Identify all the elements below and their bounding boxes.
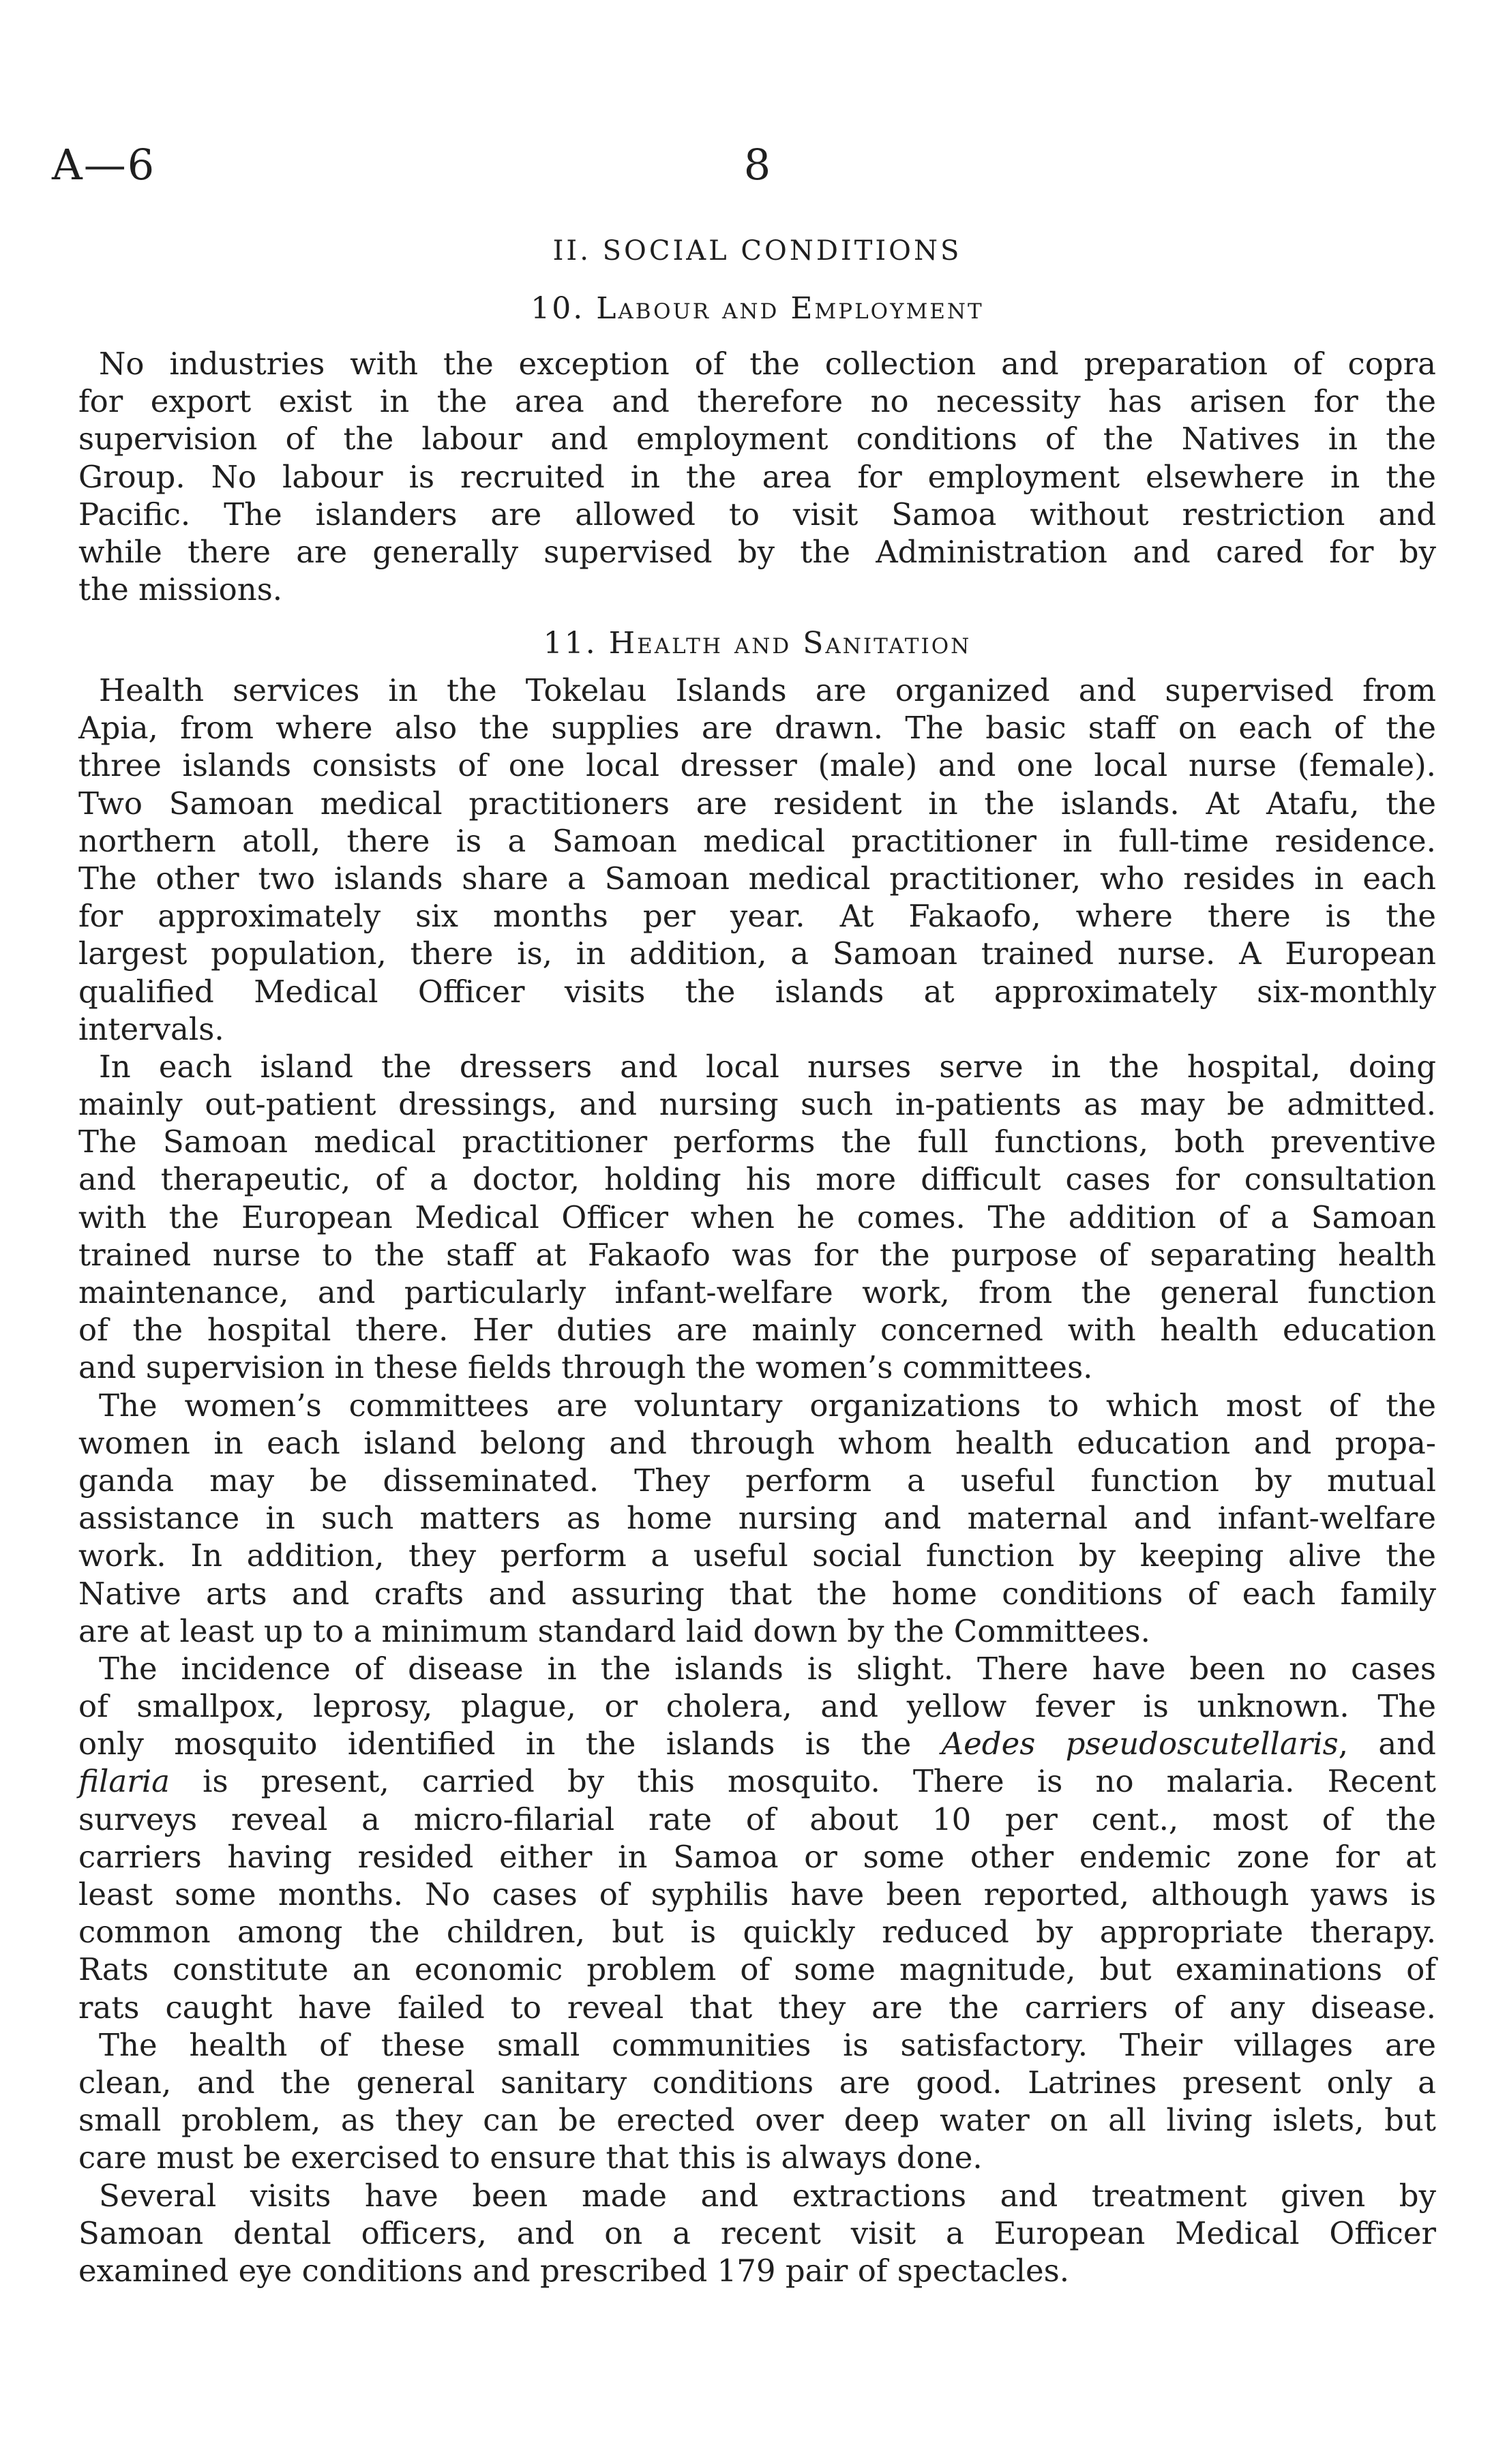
text-line: Apia, from where also the supplies are drawn. The basic staff on each of the xyxy=(78,710,1436,747)
text-line: maintenance, and particularly infant-welfare work, from the general function xyxy=(78,1274,1436,1310)
text-line: with the European Medical Officer when he comes. The addition of a Samoan xyxy=(78,1199,1436,1235)
paragraph xyxy=(78,2177,1436,2290)
text-line xyxy=(78,1725,1436,1762)
text-line: for export exist in the area and therefore no necessity has arisen for the xyxy=(78,383,1436,420)
paragraph xyxy=(78,1387,1436,1650)
text-line xyxy=(78,1762,1436,1800)
text-segment: is present, carried by this mosquito. There is no malaria. Recent xyxy=(169,1763,1436,1800)
text-segment: only mosquito identified in the islands is the xyxy=(78,1726,942,1762)
section-body-health-sanitation xyxy=(78,672,1436,2289)
page-number: 8 xyxy=(743,140,771,190)
text-line: Group. No labour is recruited in the area for employment elsewhere in the xyxy=(78,458,1436,495)
paragraph xyxy=(78,672,1436,1048)
text-line: surveys reveal a micro-filarial rate of about 10 per cent., most of the xyxy=(78,1801,1436,1837)
text-line: intervals. xyxy=(78,1010,224,1047)
text-line: while there are generally supervised by the Administration and cared for by xyxy=(78,533,1436,570)
text-line: In each island the dressers and local nurses serve in the hospital, doing xyxy=(99,1048,1436,1085)
text-line: No industries with the exception of the collection and preparation of copra xyxy=(99,346,1436,382)
text-line: The health of these small communities is satisfactory. Their villages are xyxy=(99,2026,1436,2063)
text-line: least some months. No cases of syphilis have been reported, although yaws is xyxy=(78,1876,1436,1912)
italic-term: Aedes pseudoscutellaris xyxy=(941,1726,1339,1762)
section-body-labour-employment xyxy=(78,345,1436,608)
text-line: The other two islands share a Samoan medical practitioner, who resides in each xyxy=(78,860,1436,897)
text-line: Native arts and crafts and assuring that the home conditions of each family xyxy=(78,1575,1436,1612)
text-line: Two Samoan medical practitioners are resident in the islands. At Atafu, the xyxy=(78,785,1436,822)
paragraph xyxy=(78,1650,1436,2026)
text-line: and therapeutic, of a doctor, holding his more difficult cases for consultation xyxy=(78,1161,1436,1198)
text-line: of the hospital there. Her duties are mainly concerned with health education xyxy=(78,1312,1436,1349)
section-heading-labour-employment: 10. Labour and Employment xyxy=(531,291,984,326)
italic-term: filaria xyxy=(78,1763,170,1800)
text-line: and supervision in these fields through the women’s committees. xyxy=(78,1349,1093,1386)
text-line: largest population, there is, in addition, a Samoan trained nurse. A European xyxy=(78,935,1436,972)
text-line: three islands consists of one local dresser (male) and one local nurse (female). xyxy=(78,747,1436,784)
text-segment: , and xyxy=(1338,1726,1436,1762)
text-line: Samoan dental officers, and on a recent visit a European Medical Officer xyxy=(78,2214,1436,2251)
text-line: northern atoll, there is a Samoan medical practitioner in full-time residence. xyxy=(78,822,1436,859)
text-line: rats caught have failed to reveal that they are the carriers of any disease. xyxy=(78,1989,1436,2026)
text-line: mainly out-patient dressings, and nursing such in-patients as may be admitted. xyxy=(78,1086,1436,1123)
running-head: A—6 xyxy=(52,140,156,190)
text-line: assistance in such matters as home nursing and maternal and infant-welfare xyxy=(78,1500,1436,1537)
text-line: The women’s committees are voluntary organizations to which most of the xyxy=(99,1387,1436,1424)
text-line: clean, and the general sanitary conditions are good. Latrines present only a xyxy=(78,2064,1436,2101)
text-line: the missions. xyxy=(78,571,283,608)
text-line: Several visits have been made and extractions and treatment given by xyxy=(99,2177,1436,2214)
text-line: women in each island belong and through whom health education and propa- xyxy=(78,1424,1436,1461)
text-line: Pacific. The islanders are allowed to visit Samoa without restriction and xyxy=(78,496,1436,532)
text-line: supervision of the labour and employment conditions of the Natives in the xyxy=(78,421,1436,457)
text-line: care must be exercised to ensure that this is always done. xyxy=(78,2139,983,2176)
text-line: work. In addition, they perform a useful social function by keeping alive the xyxy=(78,1537,1436,1574)
text-line: The Samoan medical practitioner performs the full functions, both preventive xyxy=(78,1124,1436,1160)
text-line: common among the children, but is quickly reduced by appropriate therapy. xyxy=(78,1914,1436,1951)
paragraph xyxy=(78,1048,1436,1387)
text-line: small problem, as they can be erected over deep water on all living islets, but xyxy=(78,2102,1436,2139)
paragraph xyxy=(78,2026,1436,2177)
text-line: Health services in the Tokelau Islands are organized and supervised from xyxy=(99,672,1436,708)
part-title: II. SOCIAL CONDITIONS xyxy=(552,235,962,267)
text-line: The incidence of disease in the islands is slight. There have been no cases xyxy=(99,1650,1436,1687)
section-heading-health-sanitation: 11. Health and Sanitation xyxy=(543,626,972,661)
text-line: of smallpox, leprosy, plague, or cholera, and yellow fever is unknown. The xyxy=(78,1688,1436,1725)
text-line: qualified Medical Officer visits the islands at approximately six-monthly xyxy=(78,973,1436,1010)
text-line: carriers having resided either in Samoa or some other endemic zone for at xyxy=(78,1838,1436,1875)
text-line: examined eye conditions and prescribed 179 pair of spectacles. xyxy=(78,2252,1070,2289)
paragraph xyxy=(78,345,1436,608)
text-line: ganda may be disseminated. They perform a useful function by mutual xyxy=(78,1462,1436,1499)
text-line: for approximately six months per year. At Fakaofo, where there is the xyxy=(78,898,1436,935)
text-line: are at least up to a minimum standard laid down by the Committees. xyxy=(78,1612,1150,1649)
text-line: trained nurse to the staff at Fakaofo was for the purpose of separating health xyxy=(78,1236,1436,1273)
text-line: Rats constitute an economic problem of some magnitude, but examinations of xyxy=(78,1951,1436,1988)
